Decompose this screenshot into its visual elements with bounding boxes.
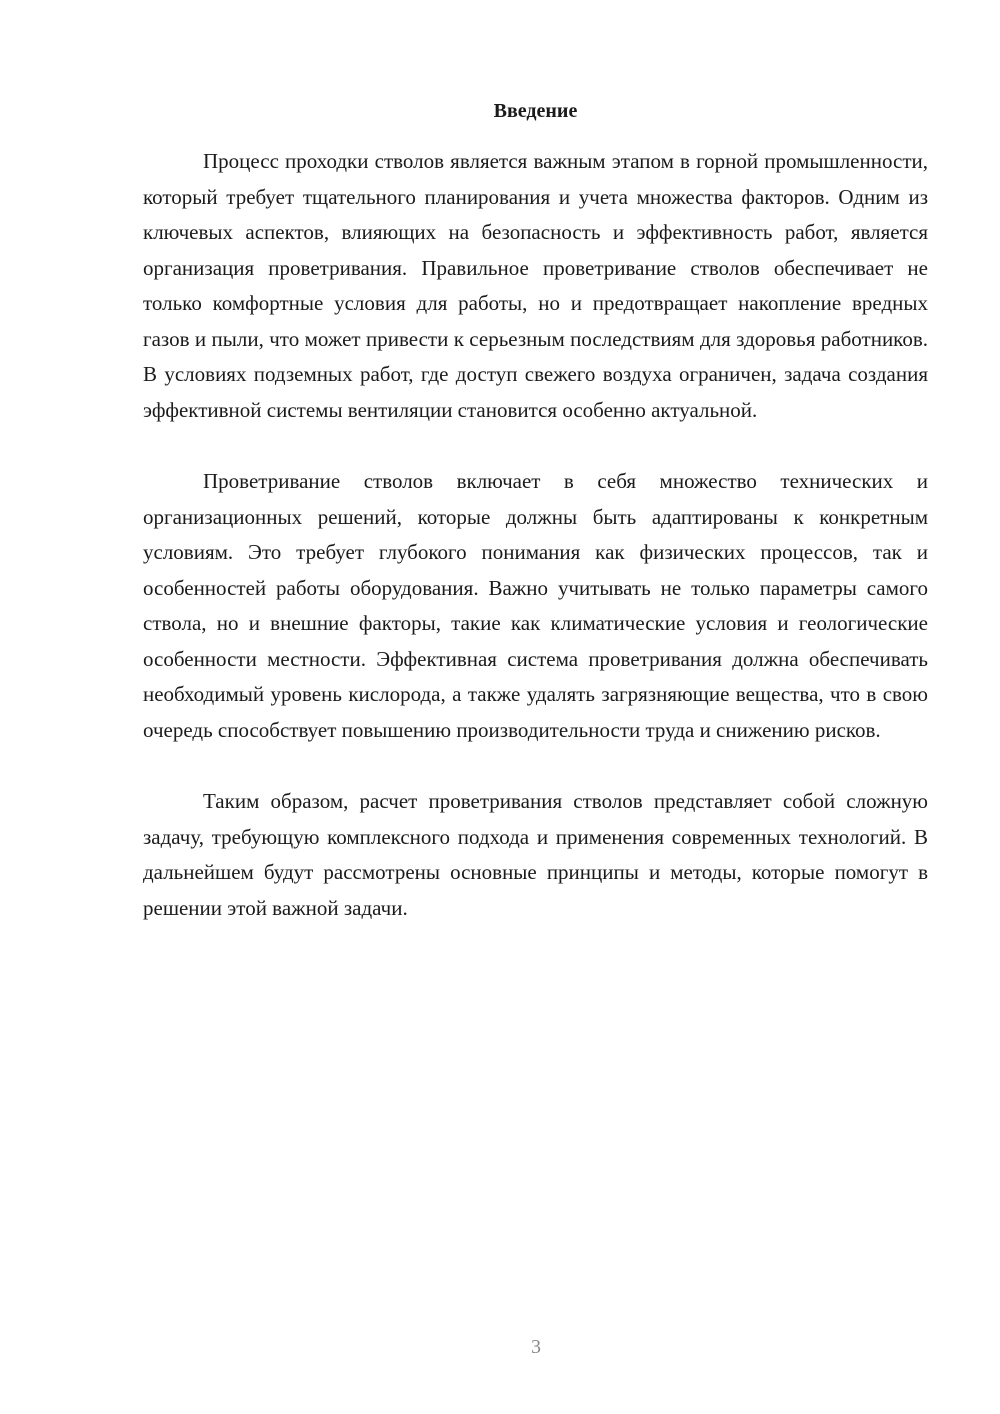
paragraph-2: Проветривание стволов включает в себя множество технических и организационных решений, которые должны быть адаптированы к конкретным условиям. Это требует глубокого понимания как физических процессов, так и особенностей работы оборудования. Важно учитывать не только параметры самого ствола, но и внешние факторы, такие как климатические условия и геологические особенности местности. Эффективная система проветривания должна обеспечивать необходимый уровень кислорода, а также удалять загрязняющие вещества, что в свою очередь способствует повышению производительности труда и снижению рисков. xyxy=(143,469,928,742)
paragraph-3: Таким образом, расчет проветривания стволов представляет собой сложную задачу, требующую комплексного подхода и применения современных технологий. В дальнейшем будут рассмотрены основные принципы и методы, которые помогут в решении этой важной задачи. xyxy=(143,789,928,920)
paragraph-1: Процесс проходки стволов является важным этапом в горной промышленности, который требует тщательного планирования и учета множества факторов. Одним из ключевых аспектов, влияющих на безопасность и эффективность работ, является организация проветривания. Правильное проветривание стволов обеспечивает не только комфортные условия для работы, но и предотвращает накопление вредных газов и пыли, что может привести к серьезным последствиям для здоровья работников. В условиях подземных работ, где доступ свежего воздуха ограничен, задача создания эффективной системы вентиляции становится особенно актуальной. xyxy=(143,149,928,422)
body-text xyxy=(143,144,928,962)
section-heading: Введение xyxy=(493,100,578,122)
page-number: 3 xyxy=(531,1336,541,1358)
